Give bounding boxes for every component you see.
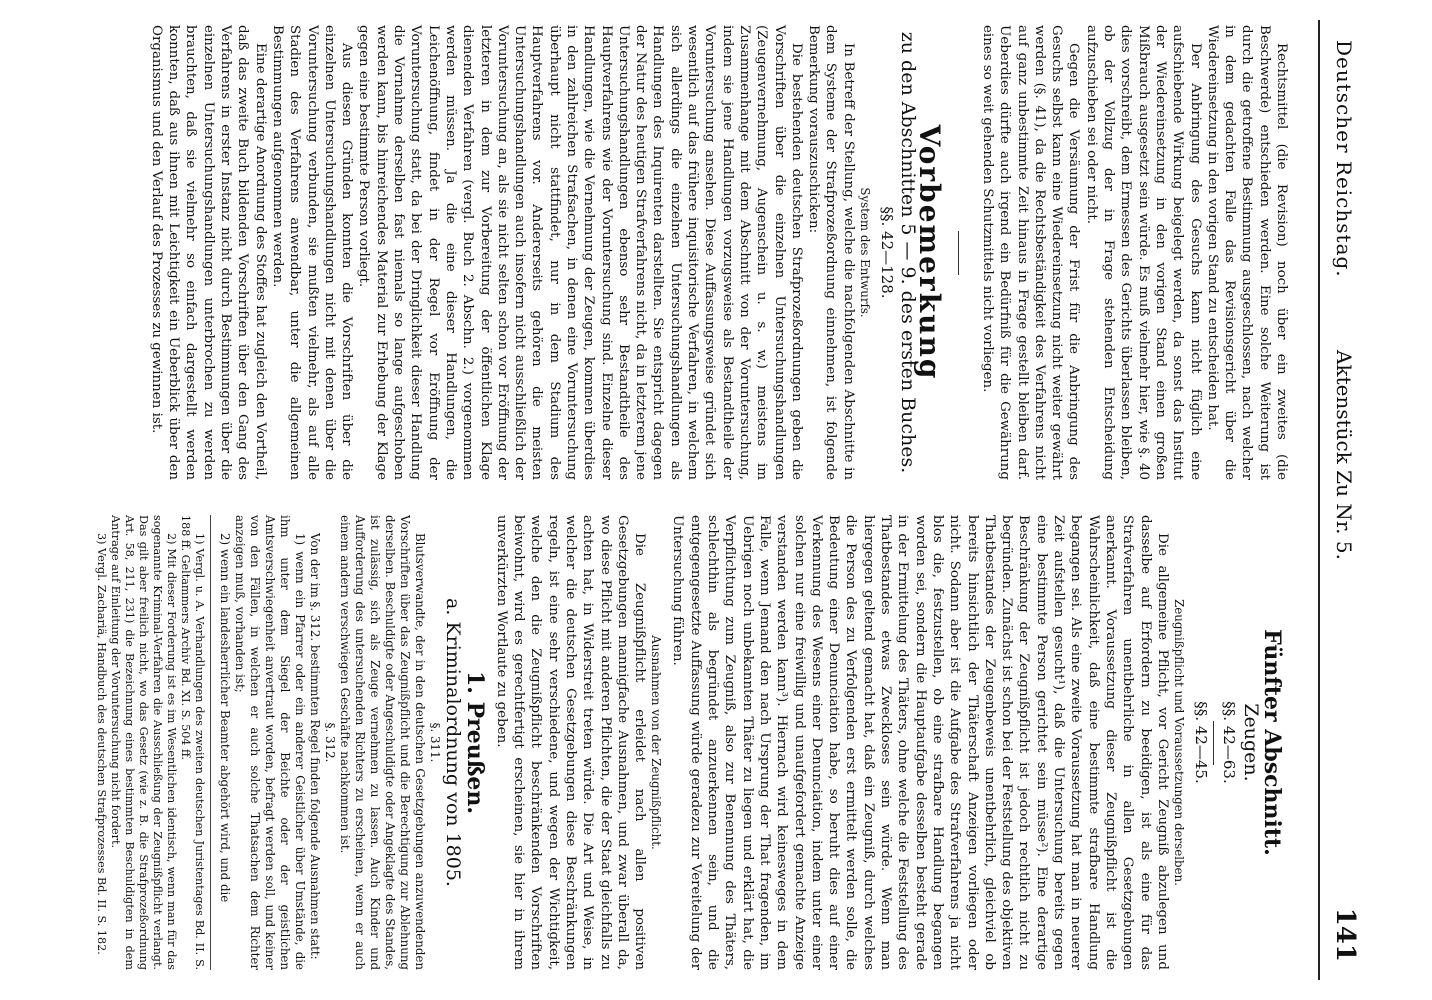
ordinance-heading: a. Kriminalordnung von 1805.: [442, 598, 465, 887]
chapter-subject: Zeugen.: [1239, 703, 1262, 782]
section-subtitle: zu den Abschnitten 5 — 9. des ersten Buches.: [897, 31, 920, 474]
page-number: 141: [1330, 907, 1360, 962]
divider: [1213, 721, 1214, 765]
chapter-range: §§. 42—63.: [1220, 701, 1239, 784]
paragraph: Der Anbringung des Gesuchs kann nicht füglich eine aufschiebende Wirkung beigelegt werden, da sonst das Institut der Wiedereinsetzung in den vorigen Stand einen großen Mißbrauch ausgesetzt sein würde. Es muß vielmehr hier, wie §. 40 dies vorschreibt, dem Ermessen des Gerichts überlassen bleiben, ob der Vollzug der in Frage stehenden Entscheidung aufzuschieben sei oder nicht.: [1083, 25, 1203, 480]
right-column: [94, 515, 1290, 970]
digitization-credit: [1408, 0, 1430, 1000]
paragraph: Aus diesen Gründen konnten die Vorschriften über die einzelnen Untersuchungshandlungen nicht mit denen über die Voruntersuchung verbunden, sie mußten vielmehr, als auf alle Stadien des Verfahrens anwendbar, unter die allgemeinen Bestimmungen aufgenommen werden.: [269, 25, 355, 480]
paragraph: Blutsverwandte, der in den deutschen Gesetzgebungen anzuwendenden Vorschriften über das Zeugnißpflicht und die Berechtigung zur Ablehnung derselben. Beschuldigte oder Angeschuldigte oder Angeklagte des Standes, ist zulässig, sich als Zeuge vernehmen zu lassen. Auch Kinder und Aufforderung des untersuchenden Richters zu erscheinen, wenn er auch einem andern verschwiegen Geschäfte nachkommen ist.: [337, 515, 427, 970]
footnotes: [94, 515, 211, 970]
paragraph: Rechtsmittel (die Revision) noch über ein zweites (die Beschwerde) entschieden werden. Eine solche Weiterung ist durch die getroffene Bestimmung ausgeschlossen, nach welcher in dem gedachten Falle das Revisionsgericht über die Wiedereinsetzung in den vorigen Stand zu entscheiden hat.: [1204, 25, 1289, 480]
state-heading: 1. Preußen.: [461, 670, 488, 815]
left-column: [148, 25, 1290, 480]
side-label: System des Entwurfs.: [857, 187, 872, 318]
chapter-title: Fünfter Abschnitt.: [1259, 629, 1285, 856]
paragraph: Von der im §. 312. bestimmten Regel finden folgende Ausnahmen statt:: [307, 533, 322, 960]
footnote: 3) Vergl. Zachariä, Handbuch des deutschen Strafprozesses Bd. II. S. 182.: [94, 533, 108, 955]
paragraph-range: §§. 42—45.: [1192, 701, 1211, 784]
list-item: 1) wenn ein Pfarrer oder ein anderer Geistlicher über Umstände, die ihm unter dem Siegel der Beichte oder der geistlichen Amtsverschwiegenheit anvertraut worden, befragt werden soll, und keiner von den Fällen, in welchen er auch solche Thatsachen dem Richter anzeigen muß, vorhanden ist;: [232, 515, 307, 970]
paragraph: Gegen die Versäumung der Frist für die Anbringung des Gesuchs selbst kann eine Wiedereinsetzung nicht weiter gewährt werden (§. 41), da die Rechtsbeständigkeit des Verfahrens nicht auf ganz unbestimmte Zeit hinaus in Frage gestellt bleiben darf. Ueberdies dürfte auch irgend ein Bedürfniß für die Gewährung eines so weit gehenden Schutzmittels nicht vorliegen.: [979, 25, 1082, 480]
footnote: 1) Vergl. u. A. Verhandlungen des zweiten deutschen Juristentages Bd. II. S. 188 ff. Geltammers Archiv Bd. XI. S. 504 ff.: [178, 515, 206, 970]
section-range: §§. 42—128.: [878, 206, 897, 299]
paragraph-number: §. 312.: [322, 722, 337, 763]
list-item: 2) wenn ein landesherrlicher Beamter abgehört wird, und die: [217, 533, 232, 903]
paragraph: Die bestehenden deutschen Strafprozeßordnungen geben die Vorschriften über die einzelnen Untersuchungshandlungen (Zeugenvernehmung, Augenschein u. s. w.) meistens im Zusammenhange mit dem Abschnitt von der Voruntersuchung, indem sie jene Handlungen vorzugsweise als Bestandtheile der Voruntersuchung ansehen. Diese Auffassungsweise gründet sich wesentlich auf das frühere inquisitorische Verfahren, in welchem sich allerdings die einzelnen Untersuchungshandlungen als Handlungen des Inquirenten darstellten. Sie entspricht dagegen der Natur des heutigen Strafverfahrens nicht, da in letzterem jene Untersuchungshandlungen ebenso sehr Bestandtheile des Hauptverfahrens wie der Voruntersuchung sind. Einzelne dieser Handlungen, wie die Vernehmung der Zeugen, kommen überdies in den zahlreichen Strafsachen, in denen eine Voruntersuchung überhaupt nicht stattfindet, nur in dem Stadium des Hauptverfahrens vor. Andererseits gehören die meisten Untersuchungshandlungen auch insofern nicht ausschließlich der Voruntersuchung an, als sie nicht selten schon vor Eröffnung der letzteren in dem zur Vorbereitung der öffentlichen Klage dienenden Verfahren (vergl. Buch 2. Abschn. 2.) vorgenommen werden müssen. Ja die eine dieser Handlungen, die Leichenöffnung, findet in der Regel vor Eröffnung der Voruntersuchung statt, da bei der Dringlichkeit dieser Handlung die Vornahme derselben fast niemals so lange aufgeschoben werden kann, bis hinreichendes Material zur Erhebung der Klage gegen eine bestimmte Person vorliegt.: [356, 25, 804, 480]
divider: [958, 231, 959, 275]
side-label: Zeugnißpflicht und Voraussetzungen derselben.: [1171, 599, 1186, 886]
document-reference: Aktenstück Zu Nr. 5.: [1332, 350, 1356, 560]
page-header: [1318, 20, 1360, 980]
footnote: 2) Mit dieser Forderung ist es im Wesentlichen identisch, wenn man für das sogenannte Kriminal-Verfahren die Ausschließung der Zeugnißpflicht verlangt. Das gilt aber freilich nicht, wo das Gesetz (wie z. B. die Strafprozeßordnung Art. 58, 211, 231) die Bezeichnung eines bestimmten Beschuldigten in dem Antrage auf Einleitung der Voruntersuchung nicht fordert.: [108, 515, 178, 970]
paragraph: Die Zeugnißpflicht erleidet nach allen positiven Gesetzgebungen mannigfache Ausnahmen, und zwar überall da, wo diese Pflicht mit anderen Pflichten, die der Staat gleichfalls zu achten hat, in Widerstreit treten würde. Die Art und Weise, in welcher die deutschen Gesetzgebungen diese Beschränkungen regeln, ist eine sehr verschiedene, und wegen der Wichtigkeit, welche den die Zeugnißpflicht beschränkenden Vorschriften beiwohnt, wird es gerechtfertigt erscheinen, sie hier in ihrem unverkürzten Wortlaute zu geben.: [493, 515, 648, 970]
paragraph: Eine derartige Anordnung des Stoffes hat zugleich den Vortheil, daß das zweite Buch bildenden Vorschriften über den Gang des Verfahrens in erster Instanz nicht durch Bestimmungen über die einzelnen Untersuchungshandlungen unterbrochen zu werden brauchten, daß sie vielmehr so einfach dargestellt werden konnten, daß aus ihnen mit Leichtigkeit ein Ueberblick über den Organismus und den Verlauf des Prozesses zu gewinnen ist.: [148, 25, 268, 480]
side-label: Ausnahmen von der Zeugnißpflicht.: [649, 635, 664, 850]
running-title: Deutscher Reichstag.: [1332, 40, 1356, 278]
paragraph: In Betreff der Stellung, welche die nachfolgenden Abschnitte in dem Systeme der Strafprozeßordnung einnehmen, ist folgende Bemerkung vorauszuschicken:: [806, 25, 856, 480]
paragraph-number: §. 311.: [427, 722, 442, 763]
section-title: Vorbemerkung: [912, 124, 946, 381]
paragraph: Die allgemeine Pflicht, vor Gericht Zeugniß abzulegen und dasselbe auf Erfordern zu beeidigen, ist als eine für das Strafverfahren unentbehrliche in allen Gesetzgebungen anerkannt. Voraussetzung dieser Zeugnißpflicht ist die Wahrscheinlichkeit, daß eine bestimmte strafbare Handlung begangen sei. Als eine zweite Voraussetzung hat man in neuerer Zeit aufstellen gesucht¹), daß die Untersuchung bereits gegen eine bestimmte Person gerichtet sein müsse²). Eine derartige Beschränkung der Zeugnißpflicht ist jedoch rechtlich nicht zu begründen. Zunächst ist schon bei der Feststellung des objektiven Thatbestandes der Zeugenbeweis unentbehrlich, gleichviel ob bereits hinsichtlich der Thäterschaft Anzeigen vorliegen oder nicht. Sodann aber ist die Aufgabe des Strafverfahrens ja nicht blos die, festzustellen, ob eine strafbare Handlung begangen worden sei, sondern die Hauptaufgabe desselben besteht gerade in der Ermittelung des Thäters, ohne welche die Feststellung des Thatbestandes etwas Zweckloses sein würde. Wenn man hiergegen geltend gemacht hat, daß ein Zeugniß, durch welches die Person des zu Verfolgenden erst ermittelt werden solle, die Bedeutung einer Denunciation habe, so beruht dies auf einer Verkennung des Wesens einer Denunciation, indem unter einer solchen nur eine freiwillig und unaufgefordert gemachte Anzeige verstanden werden kann³). Hiernach wird keinesweges in dem Falle, wenn Jemand den nach Ursprung der That fragenden, im Uebrigen noch unbekannten Thäter zu liegen und erklärt hat, die Verpflichtung zum Zeugniß, also zur Benennung des Thäters, schlechthin als begründet anzuerkennen sein, und die entgegengesetzte Auffassung würde geradezu zur Vereitelung der Untersuchung führen.: [670, 515, 1170, 970]
